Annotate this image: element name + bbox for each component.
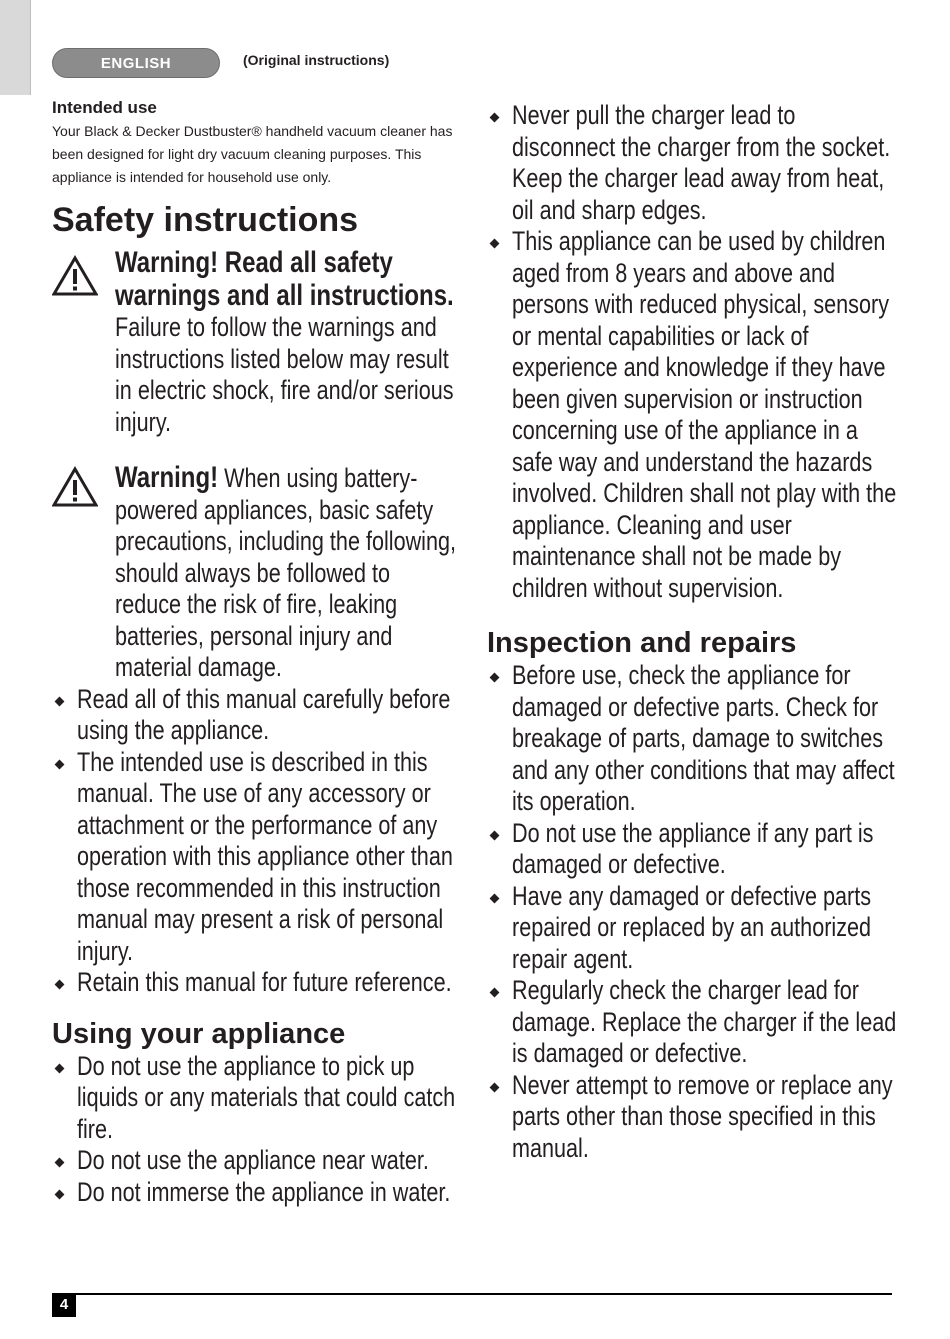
side-tab-marker [0, 0, 31, 95]
warning-1-body: Failure to follow the warnings and instructions listed below may result in electric shock, fire and/or serious injury. [115, 312, 454, 437]
safety-bullet-list [52, 684, 462, 999]
bullet-diamond-icon [55, 1189, 65, 1199]
bullet-diamond-icon [490, 239, 500, 249]
warning-1-strong: Warning! Read all safety warnings and all instructions. [115, 246, 454, 312]
list-item: Have any damaged or defective parts repaired or replaced by an authorized repair agent. [487, 881, 902, 976]
bullet-diamond-icon [490, 893, 500, 903]
list-item: The intended use is described in this manual. The use of any accessory or attachment or the performance of any operation with this appliance other than those recommended in this instruction manual may present a risk of personal injury. [52, 747, 462, 968]
warning-block-2 [52, 462, 462, 684]
warning-triangle-icon [52, 466, 98, 508]
bullet-diamond-icon [490, 830, 500, 840]
using-appliance-heading: Using your appliance [52, 1017, 346, 1050]
bullet-diamond-icon [490, 113, 500, 123]
bullet-diamond-icon [490, 1082, 500, 1092]
warning-2-text [115, 462, 462, 684]
safety-instructions-heading: Safety instructions [52, 201, 359, 239]
intended-use-heading: Intended use [52, 98, 157, 117]
list-item: Never pull the charger lead to disconnect the charger from the socket. Keep the charger lead away from heat, oil and sharp edges. [487, 100, 902, 226]
list-item: Do not use the appliance near water. [52, 1145, 462, 1177]
intended-use-text: Your Black & Decker Dustbuster® handheld vacuum cleaner has been designed for light dry vacuum cleaning purposes. This appliance is intended for household use only. [52, 123, 453, 185]
left-column [52, 98, 462, 1208]
list-item: Do not immerse the appliance in water. [52, 1177, 462, 1209]
page-number: 4 [52, 1293, 76, 1317]
list-item: Regularly check the charger lead for damage. Replace the charger if the lead is damaged or defective. [487, 975, 902, 1070]
original-instructions-note: (Original instructions) [243, 52, 390, 68]
bullet-diamond-icon [490, 673, 500, 683]
list-item: This appliance can be used by children aged from 8 years and above and persons with reduced physical, sensory or mental capabilities or lack of experience and knowledge if they have been given supervision or instruction concerning use of the appliance in a safe way and understand the hazards involved. Children shall not play with the appliance. Cleaning and user maintenance shall not be made by children without supervision. [487, 226, 902, 604]
bullet-diamond-icon [55, 696, 65, 706]
bullet-diamond-icon [490, 988, 500, 998]
inspection-repairs-heading: Inspection and repairs [487, 627, 797, 659]
warning-triangle-icon [52, 255, 98, 297]
bullet-diamond-icon [55, 759, 65, 769]
list-item: Before use, check the appliance for damaged or defective parts. Check for breakage of parts, damage to switches and any other conditions that may affect its operation. [487, 660, 902, 818]
list-item: Do not use the appliance if any part is damaged or defective. [487, 818, 902, 881]
warning-block-1 [52, 247, 462, 438]
warning-1-text [115, 247, 462, 438]
bullet-diamond-icon [55, 1158, 65, 1168]
bullet-diamond-icon [55, 1063, 65, 1073]
using-bullet-list [52, 1051, 462, 1209]
right-column [487, 100, 902, 1164]
language-badge: ENGLISH [52, 48, 220, 78]
list-item: Do not use the appliance to pick up liquids or any materials that could catch fire. [52, 1051, 462, 1146]
inspection-bullet-list [487, 660, 902, 1164]
bullet-diamond-icon [55, 980, 65, 990]
warning-2-strong: Warning! [115, 461, 219, 494]
list-item: Never attempt to remove or replace any parts other than those specified in this manual. [487, 1070, 902, 1165]
list-item: Retain this manual for future reference. [52, 967, 462, 999]
list-item: Read all of this manual carefully before using the appliance. [52, 684, 462, 747]
safety-bullet-list-continued [487, 100, 902, 604]
footer-rule [76, 1293, 892, 1295]
warning-2-body: When using battery-powered appliances, basic safety precautions, including the following, should always be followed to reduce the risk of fire, leaking batteries, personal injury and material damage. [115, 463, 457, 682]
